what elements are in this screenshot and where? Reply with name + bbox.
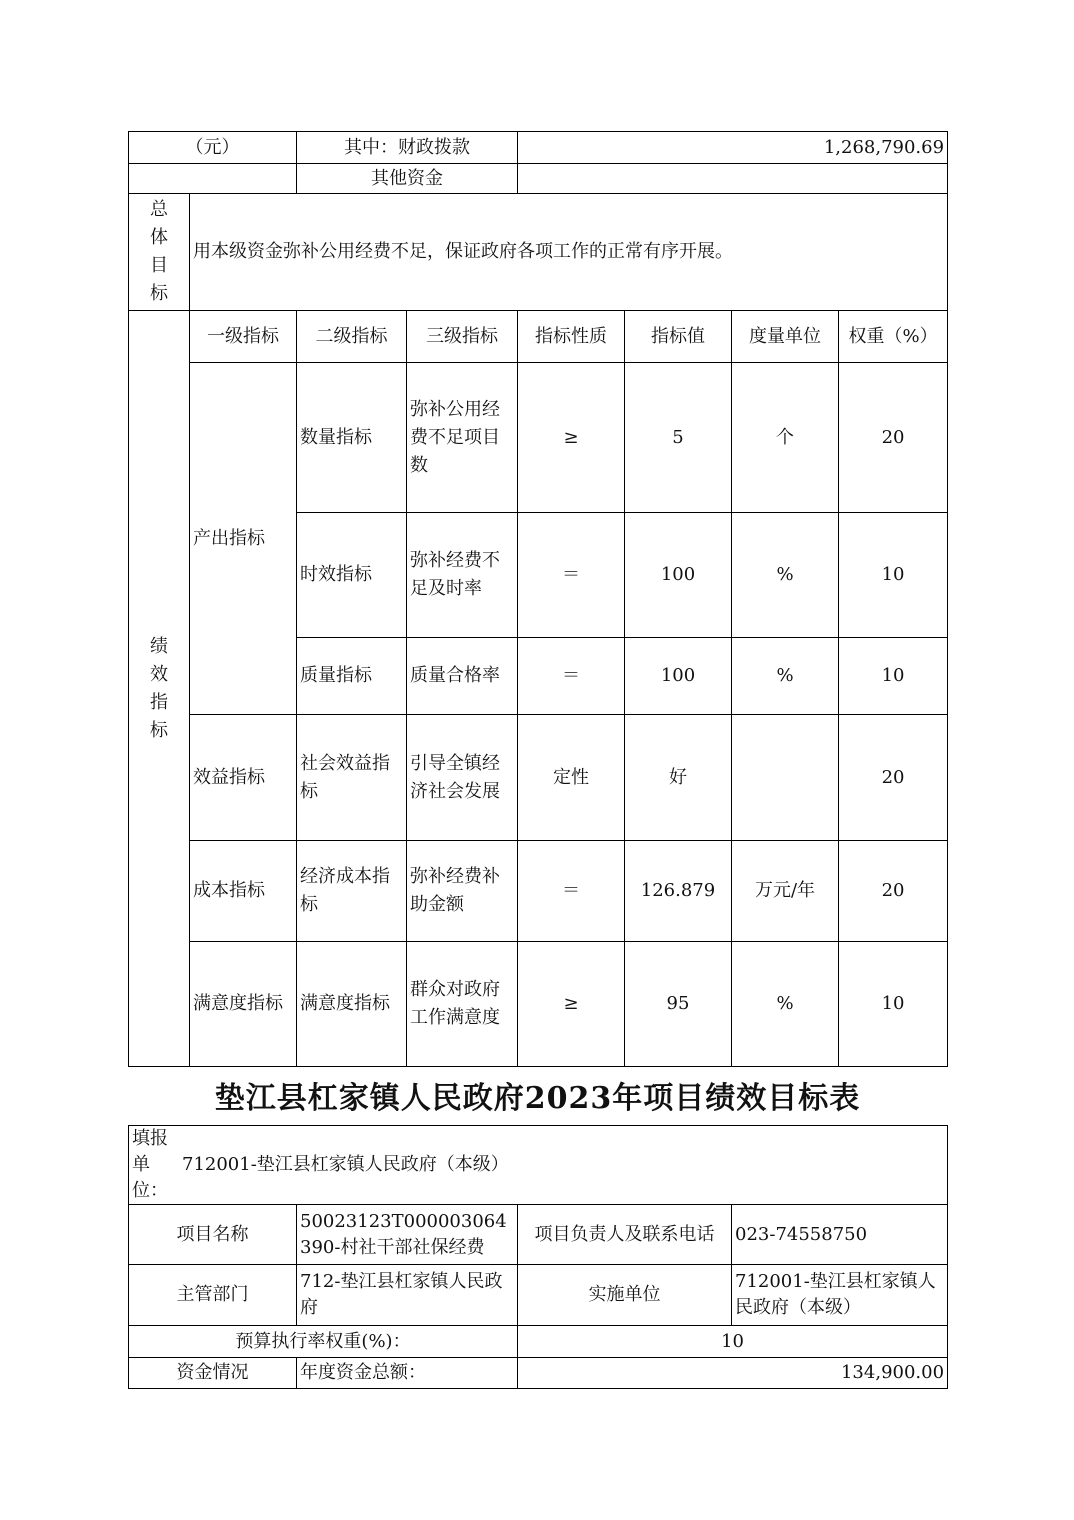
output-indicator-label: 产出指标 (190, 363, 297, 715)
contact-value: 023-74558750 (732, 1205, 948, 1265)
overall-goal-label: 总 体 目 标 (129, 194, 190, 311)
other-funds-label: 其他资金 (297, 164, 518, 194)
value-cell: 100 (625, 513, 732, 638)
contact-label: 项目负责人及联系电话 (518, 1205, 732, 1265)
unit-cell: % (732, 638, 839, 715)
unit-cell: 万元/年 (732, 841, 839, 942)
level3-cell: 质量合格率 (407, 638, 518, 715)
value-cell: 126.879 (625, 841, 732, 942)
level2-cell: 社会效益指标 (297, 715, 407, 841)
value-cell: 好 (625, 715, 732, 841)
implementing-unit-label: 实施单位 (518, 1265, 732, 1326)
level2-cell: 时效指标 (297, 513, 407, 638)
weight-cell: 20 (839, 841, 948, 942)
header-unit: 度量单位 (732, 311, 839, 363)
nature-cell: ≥ (518, 363, 625, 513)
budget-weight-value: 10 (518, 1326, 948, 1358)
weight-cell: 10 (839, 942, 948, 1067)
overall-goal-text: 用本级资金弥补公用经费不足，保证政府各项工作的正常有序开展。 (190, 194, 948, 311)
header-weight: 权重（%） (839, 311, 948, 363)
header-level2: 二级指标 (297, 311, 407, 363)
project-name-value: 50023123T000003064390-村社干部社保经费 (297, 1205, 518, 1265)
level2-cell: 经济成本指标 (297, 841, 407, 942)
project-name-label: 项目名称 (129, 1205, 297, 1265)
table-row (129, 363, 948, 513)
annual-funds-value: 134,900.00 (518, 1358, 948, 1389)
project-info-table (128, 1125, 948, 1389)
level1-cell: 效益指标 (190, 715, 297, 841)
level3-cell: 引导全镇经济社会发展 (407, 715, 518, 841)
table-row (129, 841, 948, 942)
level3-cell: 弥补公用经费不足项目数 (407, 363, 518, 513)
reporting-unit-label: 填报单位： (132, 1128, 168, 1201)
performance-indicators-label: 绩 效 指 标 (129, 311, 190, 1067)
funds-unit-label: （元） (129, 132, 297, 164)
other-funds-value (518, 164, 948, 194)
level1-cell: 成本指标 (190, 841, 297, 942)
fiscal-allocation-value: 1,268,790.69 (518, 132, 948, 164)
department-value: 712-垫江县杠家镇人民政府 (297, 1265, 518, 1326)
reporting-unit-value: 712001-垫江县杠家镇人民政府（本级） (182, 1154, 509, 1175)
table-row (129, 942, 948, 1067)
header-level1: 一级指标 (190, 311, 297, 363)
page-title: 垫江县杠家镇人民政府2023年项目绩效目标表 (214, 1081, 861, 1116)
header-level3: 三级指标 (407, 311, 518, 363)
unit-cell: 个 (732, 363, 839, 513)
reporting-unit-cell (129, 1126, 948, 1205)
level2-cell: 质量指标 (297, 638, 407, 715)
header-nature: 指标性质 (518, 311, 625, 363)
weight-cell: 20 (839, 363, 948, 513)
weight-cell: 10 (839, 638, 948, 715)
nature-cell: ＝ (518, 513, 625, 638)
level3-cell: 群众对政府工作满意度 (407, 942, 518, 1067)
level1-cell: 满意度指标 (190, 942, 297, 1067)
nature-cell: ＝ (518, 638, 625, 715)
blank-cell (129, 164, 297, 194)
weight-cell: 20 (839, 715, 948, 841)
value-cell: 95 (625, 942, 732, 1067)
implementing-unit-value: 712001-垫江县杠家镇人民政府（本级） (732, 1265, 948, 1326)
nature-cell: 定性 (518, 715, 625, 841)
header-value: 指标值 (625, 311, 732, 363)
unit-cell (732, 715, 839, 841)
annual-funds-label: 年度资金总额： (297, 1358, 518, 1389)
fiscal-allocation-label: 其中：财政拨款 (297, 132, 518, 164)
table-row (129, 715, 948, 841)
unit-cell: % (732, 942, 839, 1067)
value-cell: 100 (625, 638, 732, 715)
nature-cell: ＝ (518, 841, 625, 942)
weight-cell: 10 (839, 513, 948, 638)
department-label: 主管部门 (129, 1265, 297, 1326)
level2-cell: 满意度指标 (297, 942, 407, 1067)
value-cell: 5 (625, 363, 732, 513)
unit-cell: % (732, 513, 839, 638)
funds-status-label: 资金情况 (129, 1358, 297, 1389)
level2-cell: 数量指标 (297, 363, 407, 513)
budget-weight-label: 预算执行率权重(%)： (129, 1326, 518, 1358)
performance-indicator-table (128, 131, 948, 1067)
level3-cell: 弥补经费补助金额 (407, 841, 518, 942)
nature-cell: ≥ (518, 942, 625, 1067)
level3-cell: 弥补经费不足及时率 (407, 513, 518, 638)
